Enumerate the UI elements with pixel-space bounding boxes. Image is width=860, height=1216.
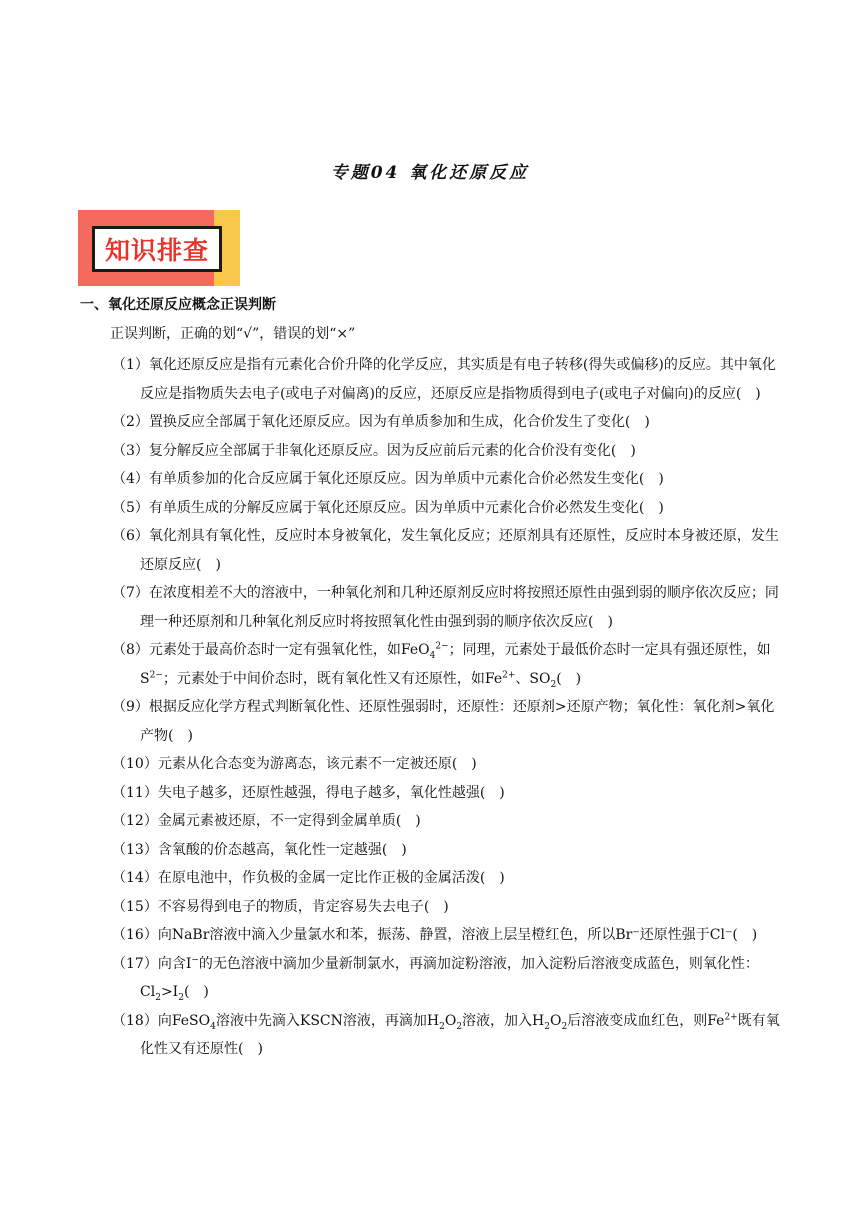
list-item: （9）根据反应化学方程式判断氧化性、还原性强弱时，还原性：还原剂>还原产物；氧化性：氧化剂>氧化产物( )	[112, 699, 775, 744]
list-item: （18）向FeSO$_4$溶液中先滴入KSCN溶液，再滴加$H_2O_2$溶液，加入$H_2O_2$后溶液变成血红色，则$Fe^{2+}$既有氧化性又有还原性( )	[112, 1011, 780, 1057]
list-item: （12）金属元素被还原，不一定得到金属单质( )	[112, 813, 421, 829]
list-item: （11）失电子越多，还原性越强，得电子越多，氧化性越强( )	[112, 784, 505, 801]
list-item: （4）有单质参加的化合反应属于氧化还原反应。因为单质中元素化合价必然发生变化( )	[112, 471, 664, 487]
list-item: （6）氧化剂具有氧化性，反应时本身被氧化，发生氧化反应；还原剂具有还原性，反应时本身被还原，发生还原反应( )	[112, 528, 779, 573]
list-item: （13）含氧酸的价态越高，氧化性一定越强( )	[112, 841, 407, 858]
list-item: （10）元素从化合态变为游离态，该元素不一定被还原( )	[112, 756, 477, 772]
badge-label: 知识排查	[92, 226, 222, 272]
list-item: （8）元素处于最高价态时一定有强氧化性，如FeO$_4^{2-}$；同理，元素处于最低价态时一定具有强还原性，如$S^{2-}$；元素处于中间价态时，既有氧化性又有还原性，如$Fe^{2+}$、$SO_2$( )	[112, 641, 771, 690]
list-item: （2）置换反应全部属于氧化还原反应。因为有单质参加和生成，化合价发生了变化( )	[112, 414, 650, 430]
list-item: （7）在浓度相差不大的溶液中，一种氧化剂和几种还原剂反应时将按照还原性由强到弱的顺序依次反应；同理一种还原剂和几种氧化剂反应时将按照氧化性由强到弱的顺序依次反应( )	[112, 585, 779, 630]
list-item: （3）复分解反应全部属于非氧化还原反应。因为反应前后元素的化合价没有变化( )	[112, 442, 636, 459]
list-item: （14）在原电池中，作负极的金属一定比作正极的金属活泼( )	[112, 870, 505, 886]
list-item: （15）不容易得到电子的物质，肯定容易失去电子( )	[112, 898, 449, 915]
question-list	[112, 351, 787, 1064]
list-item: （16）向NaBr溶液中滴入少量氯水和苯，振荡、静置，溶液上层呈橙红色，所以Br⁻还原性强于Cl⁻( )	[112, 927, 758, 943]
list-item: （1）氧化还原反应是指有元素化合价升降的化学反应，其实质是有电子转移(得失或偏移)的反应。其中氧化反应是指物质失去电子(或电子对偏离)的反应，还原反应是指物质得到电子(或电子对偏向)的反应( )	[112, 357, 776, 402]
page-title: 专题04 氧化还原反应	[330, 163, 530, 183]
instruction-text: 正误判断，正确的划“√”，错误的划“×”	[110, 326, 356, 342]
section-heading: 一、氧化还原反应概念正误判断	[80, 297, 276, 313]
section-badge	[78, 210, 240, 286]
list-item: （17）向含I−的无色溶液中滴加少量新制氯水，再滴加淀粉溶液，加入淀粉后溶液变成蓝色，则氧化性：$Cl_2>I_2$( )	[112, 954, 759, 1003]
list-item: （5）有单质生成的分解反应属于氧化还原反应。因为单质中元素化合价必然发生变化( )	[112, 499, 664, 516]
